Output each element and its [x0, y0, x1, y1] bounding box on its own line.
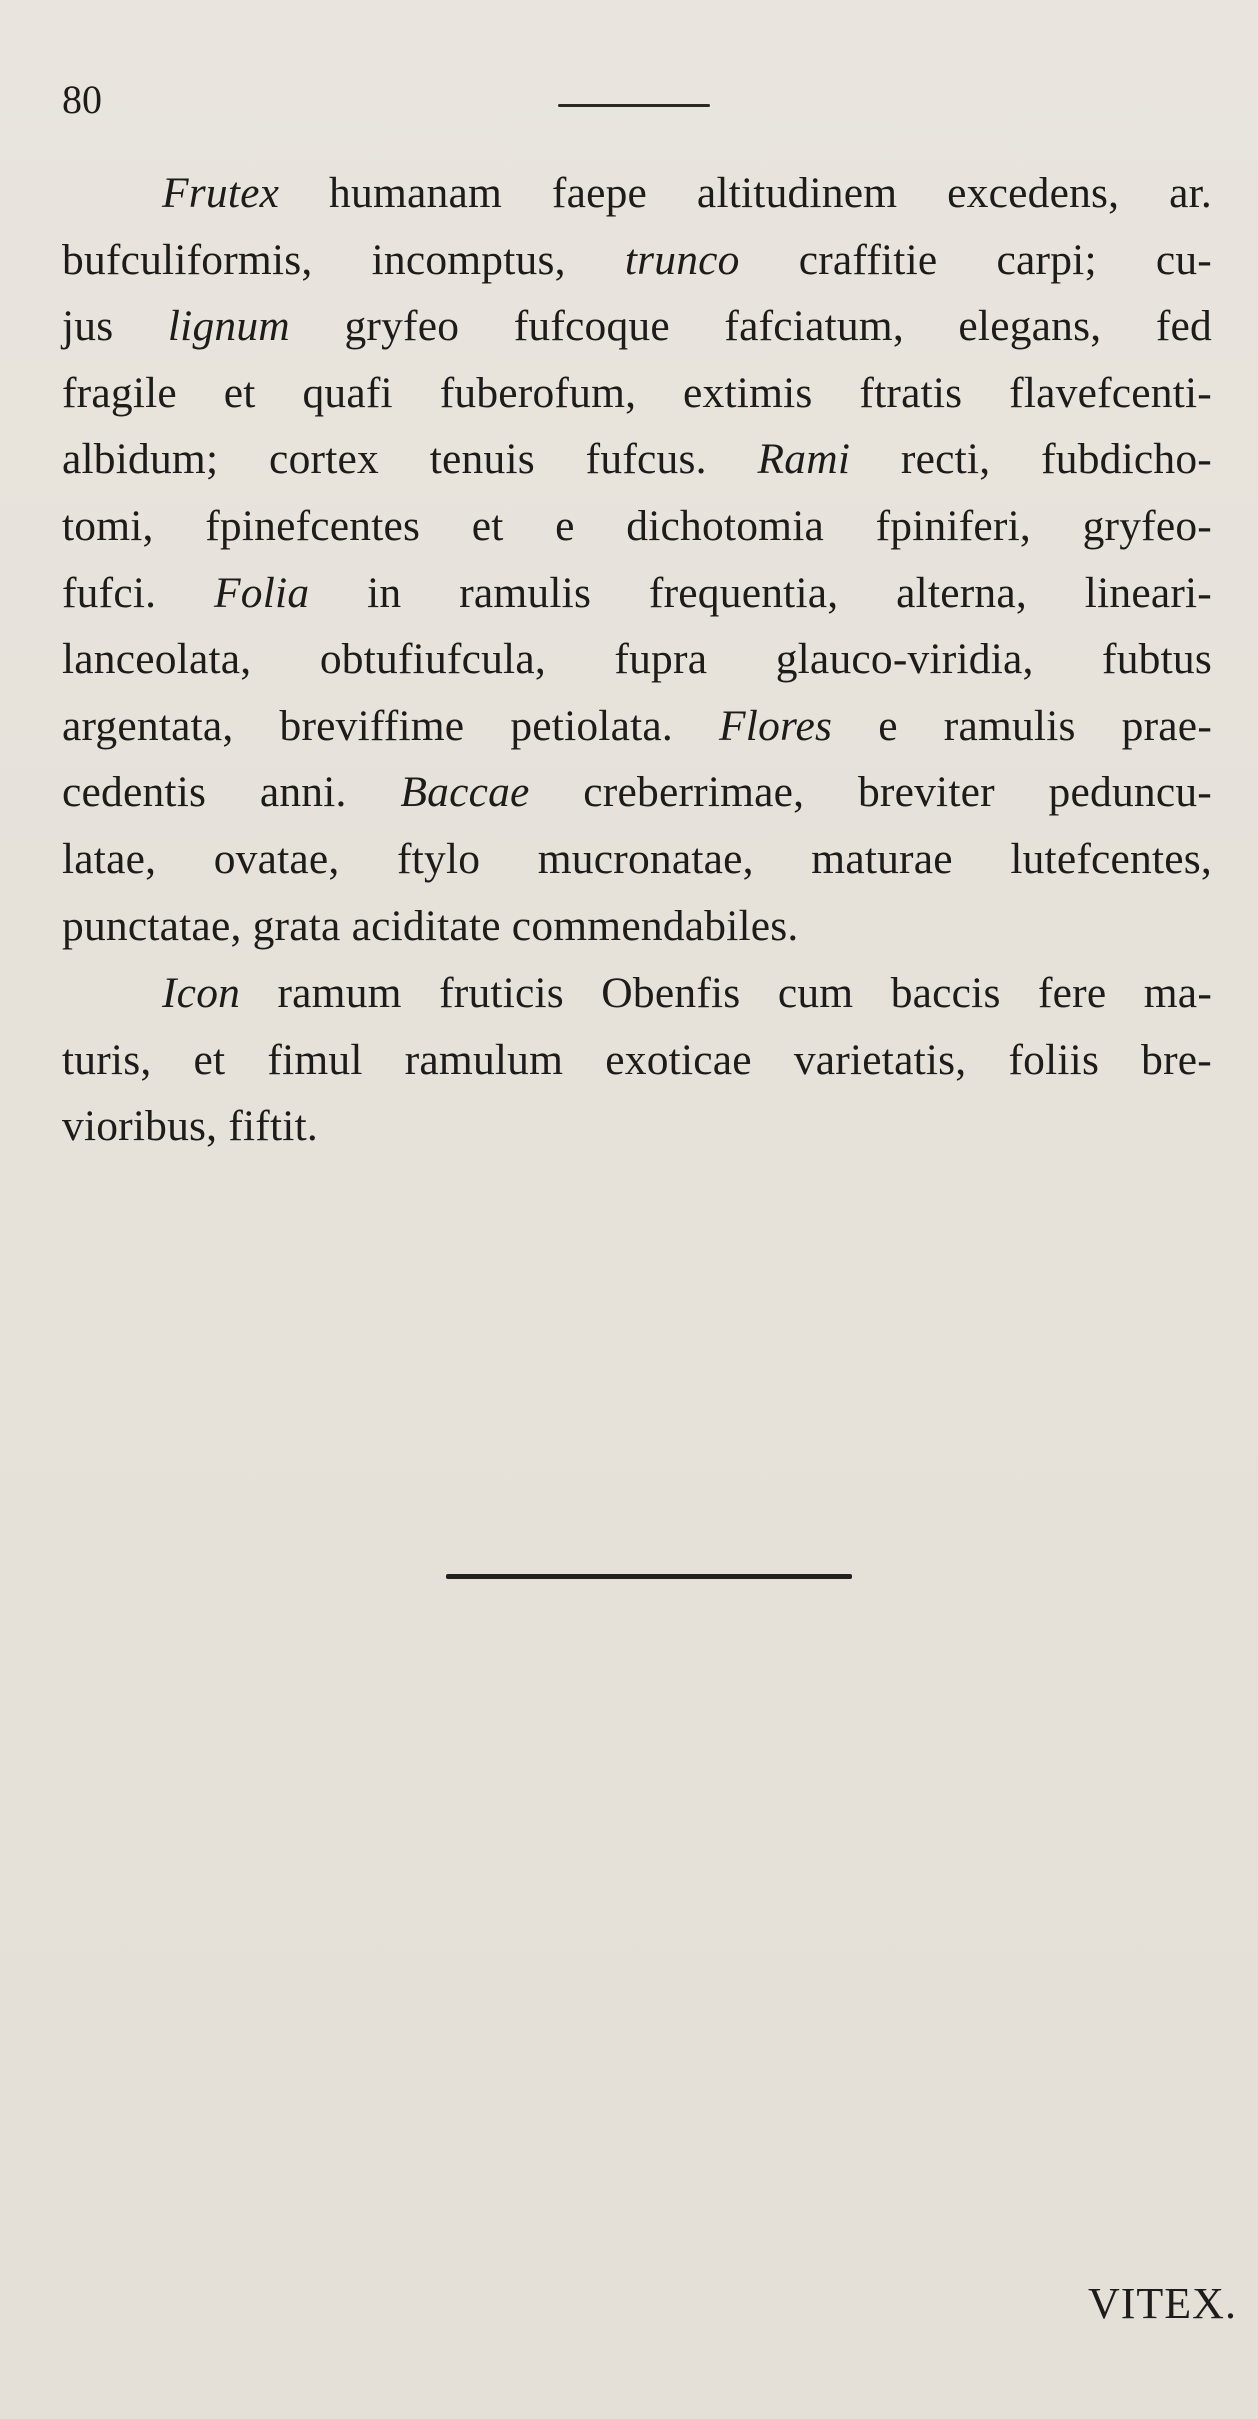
- text-line: [62, 426, 1212, 493]
- text-line: [62, 227, 1212, 294]
- header-rule: [558, 104, 710, 107]
- term-italic: Folia: [214, 568, 310, 617]
- line-text: turis, et fimul ramulum exoticae varietatis, foliis bre-: [62, 1035, 1212, 1084]
- text-line: [62, 826, 1212, 893]
- term-italic: lignum: [167, 302, 290, 351]
- line-text: bufculiformis, incomptus,: [62, 235, 625, 284]
- text-line: [62, 893, 1212, 960]
- text-line: [62, 560, 1212, 627]
- text-line: [62, 1027, 1212, 1094]
- line-text: tomi, fpinefcentes et e dichotomia fpiniferi, gryfeo-: [62, 501, 1212, 550]
- line-text: in ramulis frequentia, alterna, lineari-: [309, 568, 1212, 617]
- line-text: creberrimae, breviter peduncu-: [529, 768, 1212, 817]
- section-end-rule: [446, 1574, 852, 1579]
- text-line: [62, 493, 1212, 560]
- body-text: [62, 160, 1212, 1160]
- line-text: fufci.: [62, 568, 215, 617]
- term-italic: Rami: [757, 435, 851, 484]
- line-text: albidum; cortex tenuis fufcus.: [62, 435, 758, 484]
- line-text: cedentis anni.: [62, 768, 401, 817]
- term-italic: trunco: [624, 235, 740, 284]
- line-text: craffitie carpi; cu-: [739, 235, 1212, 284]
- text-line: [62, 960, 1212, 1027]
- line-text: humanam faepe altitudinem excedens, ar.: [279, 169, 1212, 217]
- text-line: [62, 360, 1212, 427]
- line-text: gryfeo fufcoque fafciatum, elegans, fed: [289, 302, 1212, 351]
- line-text: latae, ovatae, ftylo mucronatae, maturae lutefcentes,: [62, 834, 1212, 883]
- catchword: VITEX.: [1088, 2279, 1237, 2328]
- line-text: argentata, breviffime petiolata.: [62, 701, 720, 750]
- text-line: [62, 293, 1212, 360]
- term-italic: Frutex: [162, 169, 280, 217]
- page-number: 80: [62, 77, 102, 122]
- line-text: ramum fruticis Obenfis cum baccis fere ma-: [240, 969, 1212, 1018]
- line-text: e ramulis prae-: [832, 701, 1213, 750]
- text-line: [62, 160, 1212, 227]
- term-italic: Icon: [162, 969, 241, 1018]
- line-text: fragile et quafi fuberofum, extimis ftratis flavefcenti-: [62, 368, 1212, 417]
- text-line: [62, 759, 1212, 826]
- line-text: vioribus, fiftit.: [62, 1102, 318, 1151]
- line-text: recti, fubdicho-: [850, 435, 1212, 484]
- term-italic: Flores: [719, 701, 833, 750]
- term-italic: Baccae: [400, 768, 530, 817]
- text-line: [62, 1093, 1212, 1160]
- line-text: jus: [62, 302, 168, 351]
- line-text: lanceolata, obtufiufcula, fupra glauco-viridia, fubtus: [62, 635, 1212, 684]
- text-line: [62, 626, 1212, 693]
- text-line: [62, 693, 1212, 760]
- line-text: punctatae, grata aciditate commendabiles.: [62, 901, 799, 950]
